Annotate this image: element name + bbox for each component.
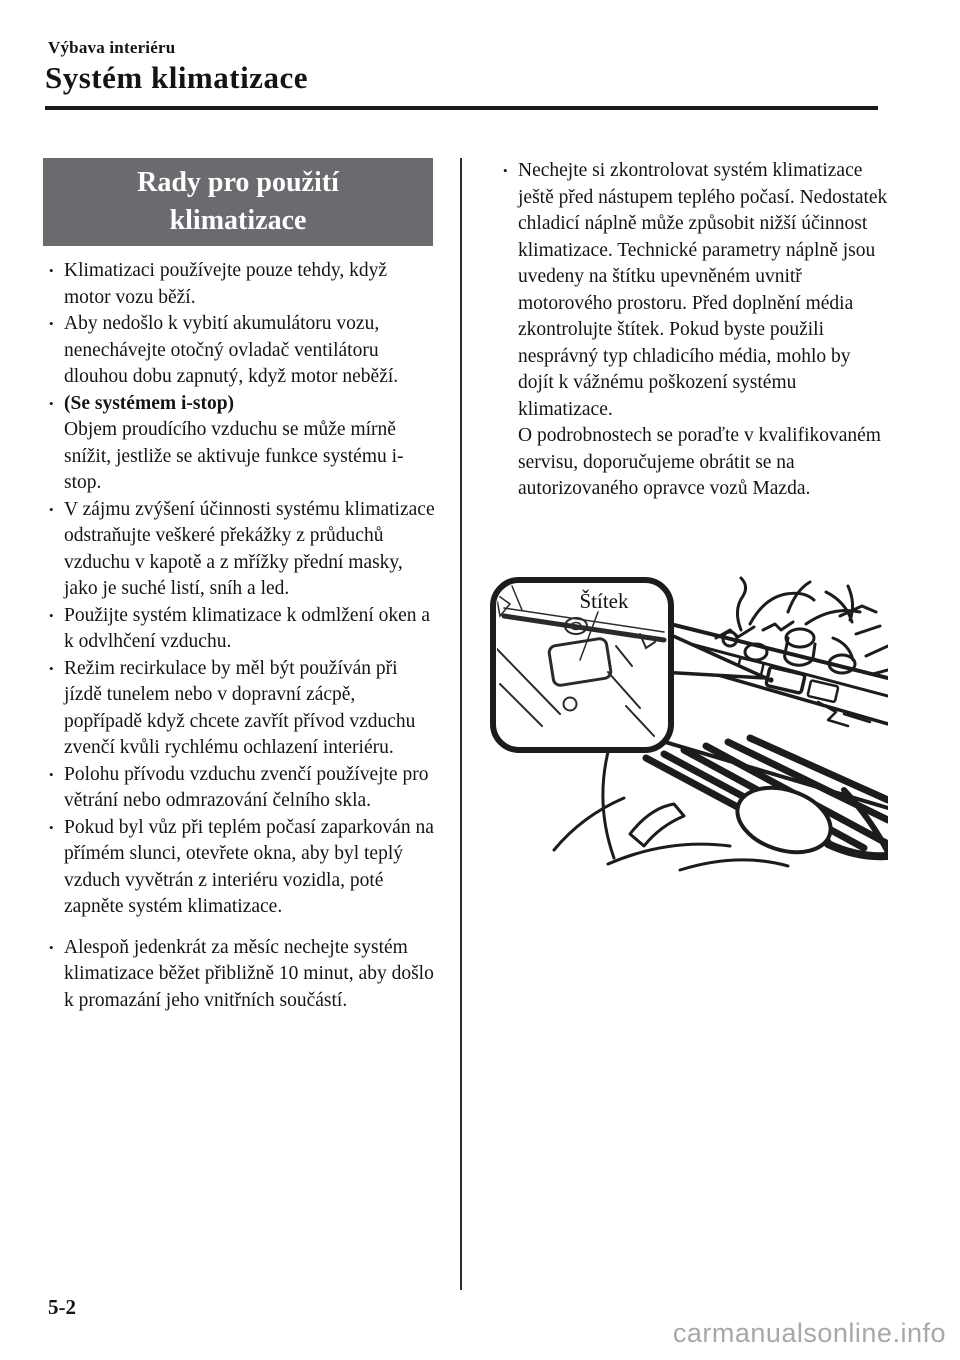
callout-title-box [43, 158, 433, 246]
bullet-text: V zájmu zvýšení účinnosti systému klimatizace odstraňujte veškeré překážky z průduchů vzduchu v kapotě a z mřížky přední masky, jako je suché listí, sníh a led. [64, 498, 435, 599]
bullet-text: Pokud byl vůz při teplém počasí zaparkován na přímém slunci, otevřete okna, aby byl teplý vzduch vyvětrán z interiéru vozidla, poté zapněte systém klimatizace. [64, 816, 434, 917]
bullet-text: Režim recirkulace by měl být používán při jízdě tunelem nebo v dopravní zácpě, popřípadě když chcete zavřít přívod vzduchu zvenčí kvůli rychlému ochlazení interiéru. [64, 657, 416, 758]
bullet-paragraph: Nechejte si zkontrolovat systém klimatizace ještě před nástupem teplého počasí. Nedostatek chladicí náplně může způsobit nižší účinnost klimatizace. Technické parametry náplně jsou uvedeny na štítku upevněném uvnitř motorového prostoru. Před doplnění média zkontrolujte štítek. Pokud byste použili nesprávný typ chladicího média, mohlo by dojít k vážnému poškození systému klimatizace. [518, 160, 888, 420]
bullet-item [45, 258, 437, 311]
bullet-dot-icon: • [49, 819, 54, 835]
bullet-text: Polohu přívodu vzduchu zvenčí používejte pro větrání nebo odmrazování čelního skla. [64, 763, 429, 811]
bullet-item [45, 762, 437, 815]
bullet-text: Použijte systém klimatizace k odmlžení oken a k odvlhčení vzduchu. [64, 604, 431, 652]
inset-detail-box [493, 580, 671, 750]
right-column [499, 158, 891, 503]
page-title: Systém klimatizace [45, 60, 308, 95]
zoom-pointer-wedge [660, 630, 766, 678]
bullet-text: Objem proudícího vzduchu se může mírně snížit, jestliže se aktivuje funkce systému i-stop. [64, 419, 404, 493]
bullet-item [45, 497, 437, 603]
engine-bay-figure [488, 572, 888, 872]
watermark-text: carmanualsonline.info [672, 1318, 946, 1348]
bullet-text: Klimatizaci používejte pouze tehdy, když motor vozu běží. [64, 260, 388, 308]
bullet-item [45, 311, 437, 391]
bullet-dot-icon: • [49, 660, 54, 676]
column-divider [460, 158, 462, 1290]
bullet-item [45, 815, 437, 921]
bullet-item [45, 603, 437, 656]
bullet-item [499, 158, 891, 503]
section-label: Výbava interiéru [48, 38, 176, 57]
bullet-dot-icon: • [49, 395, 54, 411]
page-number: 5-2 [48, 1295, 76, 1319]
bullet-lead: (Se systémem i-stop) [64, 392, 235, 414]
bullet-dot-icon: • [49, 501, 54, 517]
bullet-dot-icon: • [49, 939, 54, 955]
bullet-dot-icon: • [503, 163, 508, 178]
left-column [45, 258, 437, 1014]
bullet-item [45, 656, 437, 762]
bullet-dot-icon: • [49, 316, 54, 331]
bullet-item [45, 391, 437, 497]
pointer-tip-dot [768, 677, 773, 682]
bullet-dot-icon: • [49, 263, 54, 278]
bullet-text: Alespoň jedenkrát za měsíc nechejte systém klimatizace běžet přibližně 10 minut, aby došlo k promazání jeho vnitřních součástí. [64, 936, 434, 1011]
bullet-text: Aby nedošlo k vybití akumulátoru vozu, nenechávejte otočný ovladač ventilátoru dlouhou dobu zapnutý, když motor neběží. [64, 313, 399, 387]
bullet-paragraph: O podrobnostech se poraďte v kvalifikovaném servisu, doporučujeme obrátit se na autorizovaného opravce vozů Mazda. [518, 425, 881, 499]
header-rule [45, 106, 878, 110]
callout-title-line2: klimatizace [169, 205, 307, 236]
callout-title-line1: Rady pro použití [137, 167, 339, 198]
bullet-dot-icon: • [49, 766, 54, 782]
figure-label: Štítek [579, 589, 629, 613]
bullet-dot-icon: • [49, 607, 54, 623]
bullet-item [45, 935, 437, 1015]
